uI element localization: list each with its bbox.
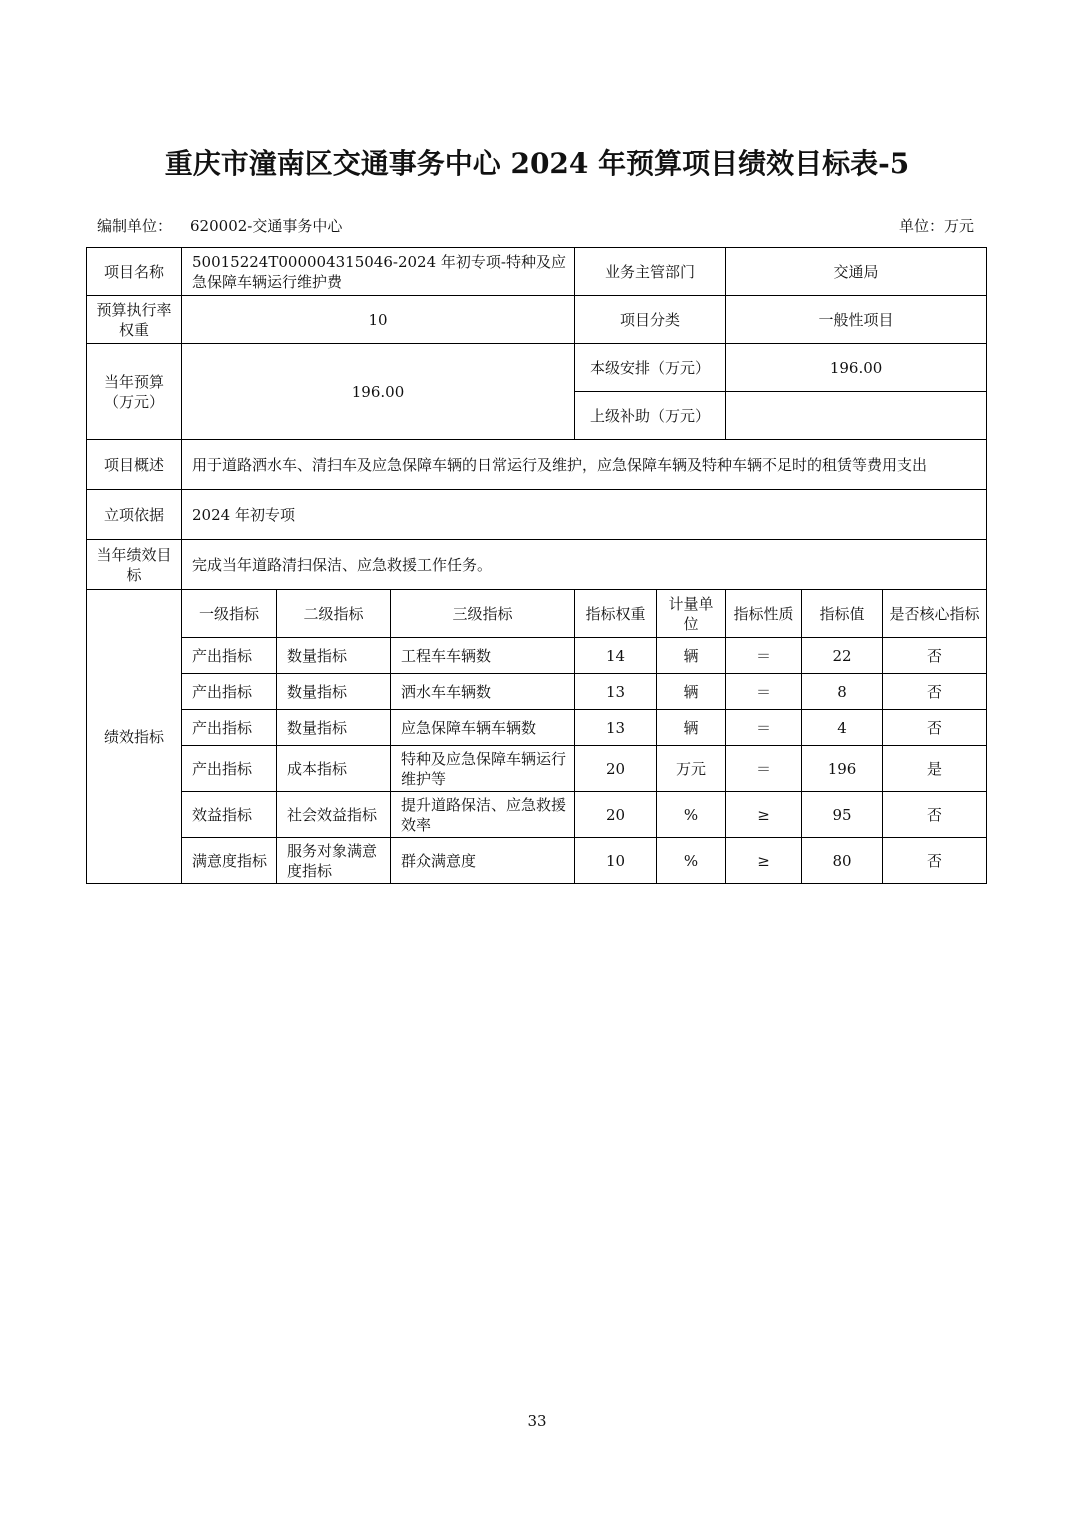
perf-header-cell: 是否核心指标 bbox=[883, 590, 987, 638]
subsidy-value bbox=[726, 392, 987, 440]
budget-value: 196.00 bbox=[182, 344, 575, 440]
weight-cell: 10 bbox=[575, 838, 657, 884]
local-label: 本级安排（万元） bbox=[575, 344, 726, 392]
compiling-unit bbox=[97, 215, 342, 236]
perf-label: 绩效指标 bbox=[87, 590, 182, 884]
goal-label: 当年绩效目标 bbox=[87, 540, 182, 590]
level1-cell: 效益指标 bbox=[182, 792, 277, 838]
category-label: 项目分类 bbox=[575, 296, 726, 344]
weight-cell: 13 bbox=[575, 710, 657, 746]
weight-cell: 20 bbox=[575, 746, 657, 792]
unit-cell: 万元 bbox=[657, 746, 726, 792]
perf-header-cell: 计量单位 bbox=[657, 590, 726, 638]
unit-cell: 辆 bbox=[657, 638, 726, 674]
value-cell: 95 bbox=[802, 792, 883, 838]
table-row bbox=[87, 638, 987, 674]
budget-label: 当年预算（万元） bbox=[87, 344, 182, 440]
perf-header-cell: 指标值 bbox=[802, 590, 883, 638]
value-cell: 4 bbox=[802, 710, 883, 746]
weight-label: 预算执行率权重 bbox=[87, 296, 182, 344]
compiling-unit-label: 编制单位： bbox=[97, 217, 173, 235]
level1-cell: 产出指标 bbox=[182, 746, 277, 792]
value-cell: 196 bbox=[802, 746, 883, 792]
perf-header-cell: 三级指标 bbox=[391, 590, 575, 638]
category-value: 一般性项目 bbox=[726, 296, 987, 344]
level1-cell: 产出指标 bbox=[182, 638, 277, 674]
compiling-unit-value: 620002-交通事务中心 bbox=[190, 217, 343, 235]
nature-cell: ＝ bbox=[726, 746, 802, 792]
overview-row bbox=[87, 440, 987, 490]
page-title: 重庆市潼南区交通事务中心 2024 年预算项目绩效目标表-5 bbox=[164, 147, 910, 180]
goal-value: 完成当年道路清扫保洁、应急救援工作任务。 bbox=[182, 540, 987, 590]
basis-value: 2024 年初专项 bbox=[182, 490, 987, 540]
dept-value: 交通局 bbox=[726, 248, 987, 296]
level2-cell: 服务对象满意度指标 bbox=[277, 838, 391, 884]
level3-cell: 应急保障车辆车辆数 bbox=[391, 710, 575, 746]
nature-cell: ＝ bbox=[726, 674, 802, 710]
subsidy-label: 上级补助（万元） bbox=[575, 392, 726, 440]
nature-cell: ＝ bbox=[726, 710, 802, 746]
overview-value: 用于道路洒水车、清扫车及应急保障车辆的日常运行及维护，应急保障车辆及特种车辆不足时的租赁等费用支出 bbox=[182, 440, 987, 490]
perf-header-cell: 二级指标 bbox=[277, 590, 391, 638]
perf-header-cell: 指标性质 bbox=[726, 590, 802, 638]
table-row bbox=[87, 838, 987, 884]
core-cell: 否 bbox=[883, 838, 987, 884]
level1-cell: 满意度指标 bbox=[182, 838, 277, 884]
level2-cell: 成本指标 bbox=[277, 746, 391, 792]
nature-cell: ＝ bbox=[726, 638, 802, 674]
page-number: 33 bbox=[527, 1412, 547, 1430]
core-cell: 否 bbox=[883, 710, 987, 746]
value-cell: 8 bbox=[802, 674, 883, 710]
local-value: 196.00 bbox=[726, 344, 987, 392]
perf-header-cell: 一级指标 bbox=[182, 590, 277, 638]
level2-cell: 数量指标 bbox=[277, 674, 391, 710]
perf-header-cell: 指标权重 bbox=[575, 590, 657, 638]
overview-label: 项目概述 bbox=[87, 440, 182, 490]
unit-cell: % bbox=[657, 838, 726, 884]
weight-cell: 14 bbox=[575, 638, 657, 674]
table-row bbox=[87, 674, 987, 710]
level2-cell: 社会效益指标 bbox=[277, 792, 391, 838]
basis-row bbox=[87, 490, 987, 540]
weight-row bbox=[87, 296, 987, 344]
level1-cell: 产出指标 bbox=[182, 710, 277, 746]
value-cell: 80 bbox=[802, 838, 883, 884]
table-row bbox=[87, 710, 987, 746]
currency-unit: 单位：万元 bbox=[898, 217, 974, 235]
core-cell: 否 bbox=[883, 638, 987, 674]
value-cell: 22 bbox=[802, 638, 883, 674]
unit-cell: % bbox=[657, 792, 726, 838]
dept-label: 业务主管部门 bbox=[575, 248, 726, 296]
basis-label: 立项依据 bbox=[87, 490, 182, 540]
level2-cell: 数量指标 bbox=[277, 710, 391, 746]
level2-cell: 数量指标 bbox=[277, 638, 391, 674]
core-cell: 是 bbox=[883, 746, 987, 792]
perf-header-row bbox=[87, 590, 987, 638]
nature-cell: ≥ bbox=[726, 838, 802, 884]
nature-cell: ≥ bbox=[726, 792, 802, 838]
level3-cell: 群众满意度 bbox=[391, 838, 575, 884]
project-name-row bbox=[87, 248, 987, 296]
performance-table bbox=[86, 247, 987, 884]
unit-cell: 辆 bbox=[657, 674, 726, 710]
level1-cell: 产出指标 bbox=[182, 674, 277, 710]
weight-value: 10 bbox=[182, 296, 575, 344]
level3-cell: 特种及应急保障车辆运行维护等 bbox=[391, 746, 575, 792]
level3-cell: 提升道路保洁、应急救援效率 bbox=[391, 792, 575, 838]
table-row bbox=[87, 746, 987, 792]
weight-cell: 20 bbox=[575, 792, 657, 838]
core-cell: 否 bbox=[883, 674, 987, 710]
project-name-label: 项目名称 bbox=[87, 248, 182, 296]
level3-cell: 洒水车车辆数 bbox=[391, 674, 575, 710]
weight-cell: 13 bbox=[575, 674, 657, 710]
level3-cell: 工程车车辆数 bbox=[391, 638, 575, 674]
core-cell: 否 bbox=[883, 792, 987, 838]
table-row bbox=[87, 792, 987, 838]
project-name-value: 50015224T000004315046-2024 年初专项-特种及应急保障车辆运行维护费 bbox=[182, 248, 575, 296]
goal-row bbox=[87, 540, 987, 590]
unit-cell: 辆 bbox=[657, 710, 726, 746]
budget-row bbox=[87, 344, 987, 392]
